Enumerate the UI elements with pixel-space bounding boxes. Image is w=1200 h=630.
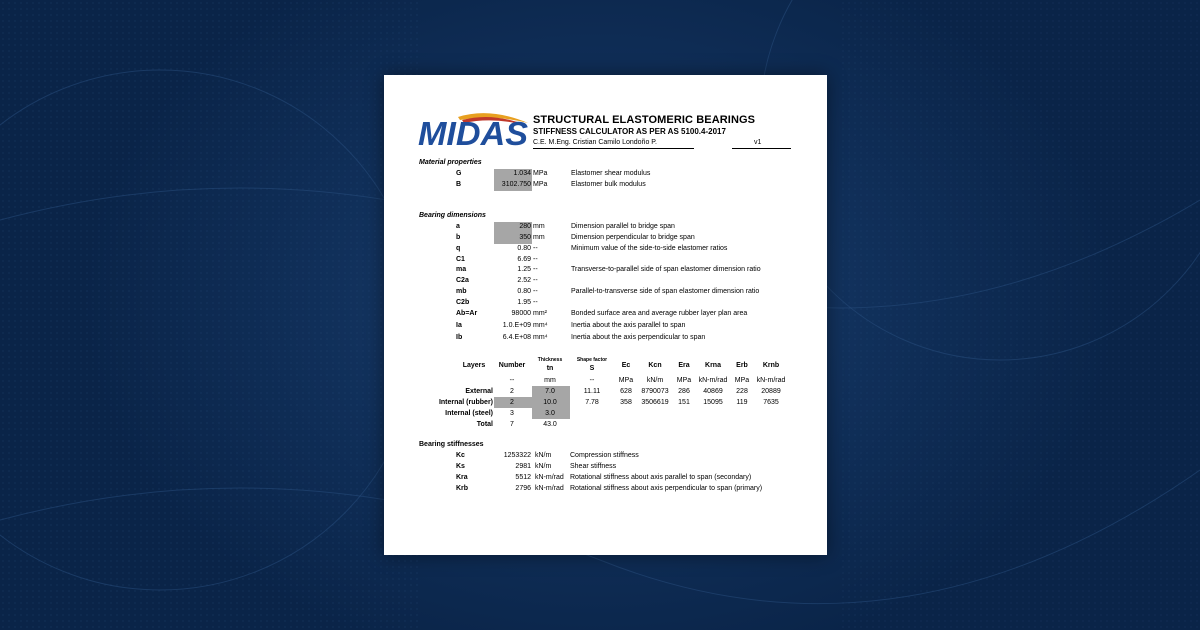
unit-label: mm⁴ bbox=[533, 322, 548, 329]
description-text: Rotational stiffness about axis perpendicular to span (primary) bbox=[570, 485, 763, 492]
description-text: Transverse-to-parallel side of span elastomer dimension ratio bbox=[571, 266, 761, 273]
unit-cell: kN-m/rad bbox=[698, 377, 728, 384]
column-header: Number bbox=[498, 362, 526, 369]
symbol-label: Ia bbox=[456, 322, 462, 329]
section-heading-stiffness: Bearing stiffnesses bbox=[419, 441, 484, 448]
symbol-label: C2a bbox=[456, 277, 469, 284]
table-cell: 2 bbox=[510, 388, 514, 395]
unit-cell: MPa bbox=[734, 377, 750, 384]
description-text: Minimum value of the side-to-side elastomer ratios bbox=[571, 245, 728, 252]
unit-label: mm² bbox=[533, 310, 547, 317]
value-text: 2796 bbox=[515, 485, 531, 492]
value-text: 2981 bbox=[515, 463, 531, 470]
unit-label: mm bbox=[533, 234, 545, 241]
table-cell: 151 bbox=[678, 399, 690, 406]
row-label: Internal (rubber) bbox=[438, 399, 493, 406]
table-cell: 3506619 bbox=[641, 399, 669, 406]
table-cell: 286 bbox=[678, 388, 690, 395]
section-heading-material: Material properties bbox=[419, 159, 482, 166]
unit-label: -- bbox=[533, 266, 538, 273]
symbol-label: Kc bbox=[456, 452, 465, 459]
description-text: Inertia about the axis perpendicular to span bbox=[571, 334, 706, 341]
table-cell: 20889 bbox=[761, 388, 781, 395]
midas-logo bbox=[418, 111, 530, 147]
table-cell[interactable]: 2 bbox=[510, 399, 514, 406]
column-header: Erb bbox=[736, 362, 748, 369]
value-text[interactable]: 280 bbox=[519, 223, 531, 230]
description-text: Elastomer shear modulus bbox=[571, 170, 651, 177]
unit-label: MPa bbox=[533, 170, 548, 177]
unit-label: kN/m bbox=[535, 452, 552, 459]
input-value[interactable]: 3102.750 bbox=[501, 181, 531, 188]
author-label: C.E. M.Eng. Cristian Camilo Londoño P. bbox=[533, 139, 657, 146]
row-label: External bbox=[465, 388, 493, 395]
value-text[interactable]: 350 bbox=[519, 234, 531, 241]
symbol-label: C1 bbox=[456, 256, 465, 263]
column-header: Krna bbox=[705, 362, 721, 369]
table-cell: 43.0 bbox=[543, 421, 557, 428]
table-cell: 15095 bbox=[703, 399, 723, 406]
symbol-label: Kra bbox=[456, 474, 468, 481]
unit-label: kN-m/rad bbox=[535, 474, 564, 481]
description-text: Dimension perpendicular to bridge span bbox=[571, 234, 695, 241]
table-cell[interactable]: 10.0 bbox=[543, 399, 557, 406]
symbol-label: b bbox=[456, 234, 461, 241]
unit-label: kN-m/rad bbox=[535, 485, 564, 492]
value-text: 1.0.E+09 bbox=[502, 322, 531, 329]
symbol-label: Krb bbox=[456, 485, 469, 492]
symbol-label: B bbox=[456, 181, 462, 188]
column-header: Krnb bbox=[762, 362, 780, 369]
symbol-label: a bbox=[456, 223, 460, 230]
table-cell: 7.78 bbox=[585, 399, 599, 406]
version-label: v1 bbox=[754, 139, 762, 146]
unit-label: -- bbox=[533, 245, 538, 252]
symbol-label: Ib bbox=[456, 334, 463, 341]
description-text: Elastomer bulk modulus bbox=[571, 181, 646, 188]
version-underline bbox=[732, 148, 791, 149]
table-cell: 7635 bbox=[763, 399, 779, 406]
symbol-label: Ab=Ar bbox=[456, 310, 478, 317]
row-label: Internal (steel) bbox=[445, 410, 493, 417]
column-header-caption: Shape factor bbox=[576, 357, 608, 363]
unit-label: -- bbox=[533, 299, 538, 306]
column-header-caption: Thickness bbox=[537, 357, 563, 363]
unit-label: kN/m bbox=[535, 463, 552, 470]
section-heading-dimensions: Bearing dimensions bbox=[419, 212, 486, 219]
description-text: Bonded surface area and average rubber layer plan area bbox=[571, 310, 748, 317]
unit-label: -- bbox=[533, 288, 538, 295]
page-title: STRUCTURAL ELASTOMERIC BEARINGS bbox=[533, 114, 756, 126]
unit-cell: kN-m/rad bbox=[756, 377, 786, 384]
column-header: S bbox=[589, 365, 595, 372]
description-text: Parallel-to-transverse side of span elastomer dimension ratio bbox=[571, 288, 760, 295]
description-text: Dimension parallel to bridge span bbox=[571, 223, 675, 230]
description-text: Compression stiffness bbox=[570, 452, 639, 459]
document-sheet bbox=[384, 75, 827, 555]
value-text: 1.95 bbox=[517, 299, 531, 306]
symbol-label: C2b bbox=[456, 299, 470, 306]
value-text: 0.80 bbox=[517, 288, 531, 295]
page-subtitle: STIFFNESS CALCULATOR AS PER AS 5100.4-2017 bbox=[533, 127, 726, 136]
table-cell: 628 bbox=[620, 388, 632, 395]
table-cell: 11.11 bbox=[583, 388, 601, 395]
column-header: tn bbox=[546, 365, 554, 372]
row-label: Total bbox=[476, 421, 493, 428]
table-cell[interactable]: 7.0 bbox=[545, 388, 555, 395]
unit-label: mm bbox=[533, 223, 545, 230]
value-text: 1253322 bbox=[503, 452, 531, 459]
unit-cell: -- bbox=[589, 377, 595, 384]
value-text: 1.25 bbox=[517, 266, 531, 273]
unit-cell: MPa bbox=[676, 377, 692, 384]
table-cell[interactable]: 3.0 bbox=[545, 410, 555, 417]
value-text: 2.52 bbox=[517, 277, 531, 284]
unit-cell: mm bbox=[544, 377, 556, 384]
column-header: Era bbox=[678, 362, 690, 369]
table-cell: 8790073 bbox=[641, 388, 669, 395]
description-text: Rotational stiffness about axis parallel to span (secondary) bbox=[570, 474, 752, 481]
table-cell: 40869 bbox=[703, 388, 723, 395]
value-text: 98000 bbox=[511, 310, 531, 317]
table-cell: 228 bbox=[736, 388, 748, 395]
column-header: Ec bbox=[621, 362, 631, 369]
description-text: Inertia about the axis parallel to span bbox=[571, 322, 686, 329]
table-cell: 119 bbox=[736, 399, 748, 406]
table-cell: 358 bbox=[620, 399, 632, 406]
symbol-label: mb bbox=[456, 288, 467, 295]
value-text: 6.69 bbox=[517, 256, 531, 263]
description-text: Shear stiffness bbox=[570, 463, 617, 470]
unit-cell: kN/m bbox=[646, 377, 664, 384]
table-cell: 3 bbox=[510, 410, 514, 417]
symbol-label: G bbox=[456, 170, 462, 177]
unit-label: mm⁴ bbox=[533, 334, 548, 341]
unit-label: MPa bbox=[533, 181, 548, 188]
input-value[interactable]: 1.034 bbox=[513, 170, 531, 177]
unit-cell: MPa bbox=[618, 377, 634, 384]
unit-label: -- bbox=[533, 277, 538, 284]
column-header: Kcn bbox=[648, 362, 662, 369]
value-text: 6.4.E+08 bbox=[502, 334, 531, 341]
svg-text:MIDAS: MIDAS bbox=[418, 115, 528, 147]
symbol-label: ma bbox=[456, 266, 467, 273]
symbol-label: q bbox=[456, 245, 461, 252]
symbol-label: Ks bbox=[456, 463, 465, 470]
value-text: 5512 bbox=[515, 474, 531, 481]
author-underline bbox=[533, 148, 694, 149]
unit-label: -- bbox=[533, 256, 538, 263]
table-cell: 7 bbox=[510, 421, 514, 428]
column-header-layers: Layers bbox=[462, 362, 486, 369]
value-text: 0.80 bbox=[517, 245, 531, 252]
unit-cell: -- bbox=[509, 377, 515, 384]
